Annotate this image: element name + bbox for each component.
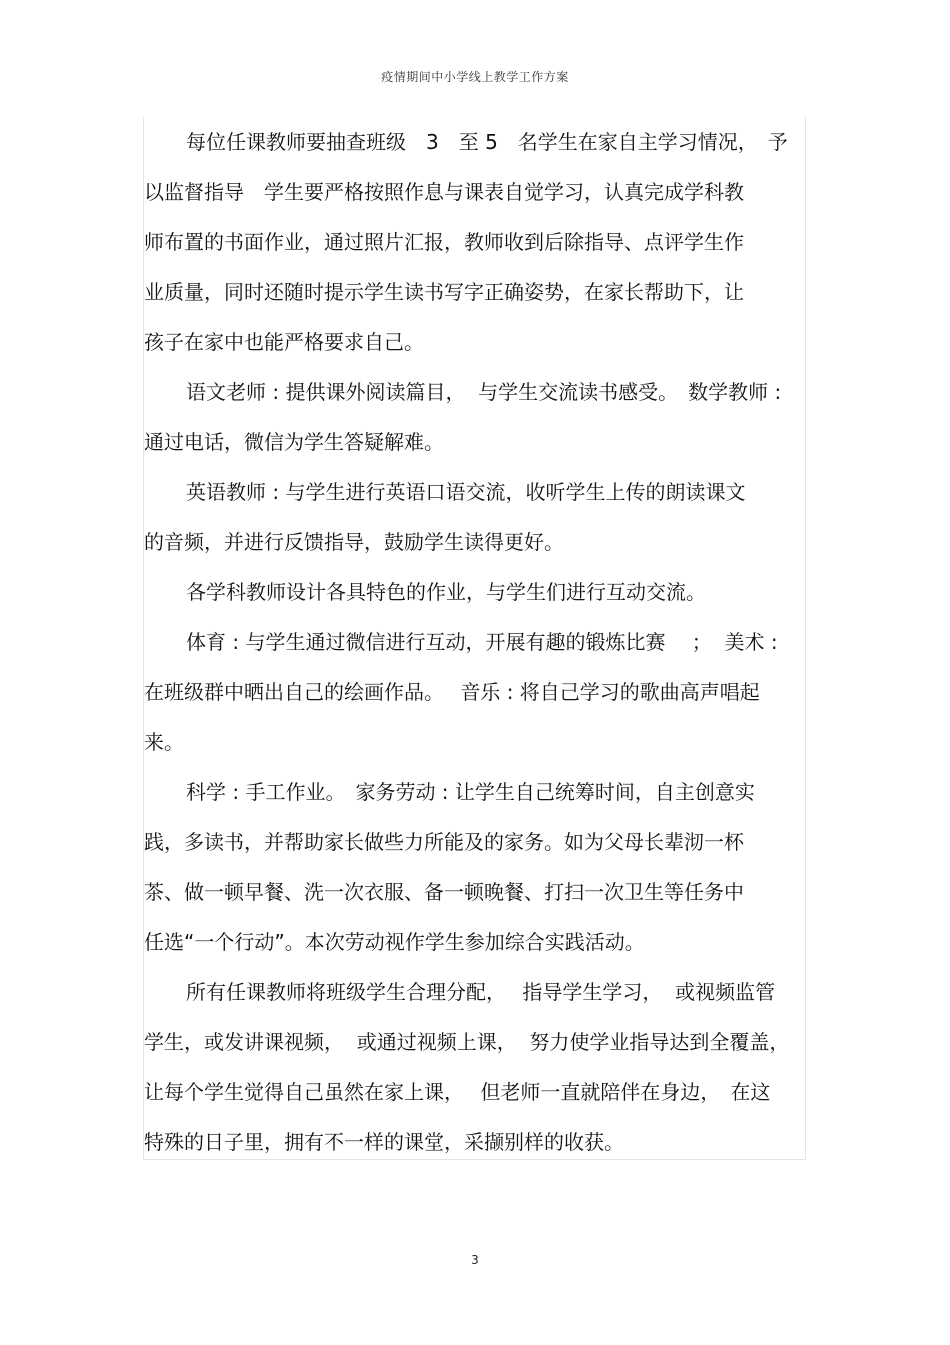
paragraph-line: 每位任课教师要抽查班级 3 至 5 名学生在家自主学习情况， 予 [186,130,788,154]
paragraph-line: 任选“一个行动”。本次劳动视作学生参加综合实践活动。 [144,930,645,954]
paragraph-line: 科学 : 手工作业。 家务劳动 : 让学生自己统筹时间，自主创意实 [186,780,755,804]
paragraph-line: 各学科教师设计各具特色的作业，与学生们进行互动交流。 [186,580,706,604]
paragraph-line: 践，多读书，并帮助家长做些力所能及的家务。如为父母长辈沏一杯 [144,830,744,854]
paragraph-line: 师布置的书面作业，通过照片汇报，教师收到后除指导、点评学生作 [144,230,744,254]
paragraph-line: 让每个学生觉得自己虽然在家上课， 但老师一直就陪伴在身边， 在这 [144,1080,771,1104]
paragraph-line: 来。 [144,730,184,754]
paragraph-line: 语文老师 : 提供课外阅读篇目， 与学生交流读书感受。 数学教师 : [186,380,782,404]
paragraph-line: 所有任课教师将班级学生合理分配， 指导学生学习， 或视频监管 [186,980,776,1004]
page-header-title: 疫情期间中小学线上教学工作方案 [381,70,569,84]
paragraph-line: 特殊的日子里，拥有不一样的课堂，采撷别样的收获。 [144,1130,624,1154]
paragraph-line: 孩子在家中也能严格要求自己。 [144,330,424,354]
paragraph-line: 英语教师 : 与学生进行英语口语交流，收听学生上传的朗读课文 [186,480,746,504]
paragraph-line: 的音频，并进行反馈指导，鼓励学生读得更好。 [144,530,564,554]
paragraph-line: 学生，或发讲课视频， 或通过视频上课， 努力使学业指导达到全覆盖， [144,1030,790,1054]
paragraph-line: 业质量，同时还随时提示学生读书写字正确姿势，在家长帮助下，让 [144,280,744,304]
paragraph-line: 通过电话，微信为学生答疑解难。 [144,430,444,454]
paragraph-line: 以监督指导 学生要严格按照作息与课表自觉学习，认真完成学科教 [144,180,744,204]
paragraph-line: 在班级群中晒出自己的绘画作品。 音乐 : 将自己学习的歌曲高声唱起 [144,680,760,704]
page-number: 3 [471,1253,479,1267]
paragraph-line: 体育 : 与学生通过微信进行互动，开展有趣的锻炼比赛 ； 美术 : [186,630,778,654]
paragraph-line: 茶、做一顿早餐、洗一次衣服、备一顿晚餐、打扫一次卫生等任务中 [144,880,744,904]
